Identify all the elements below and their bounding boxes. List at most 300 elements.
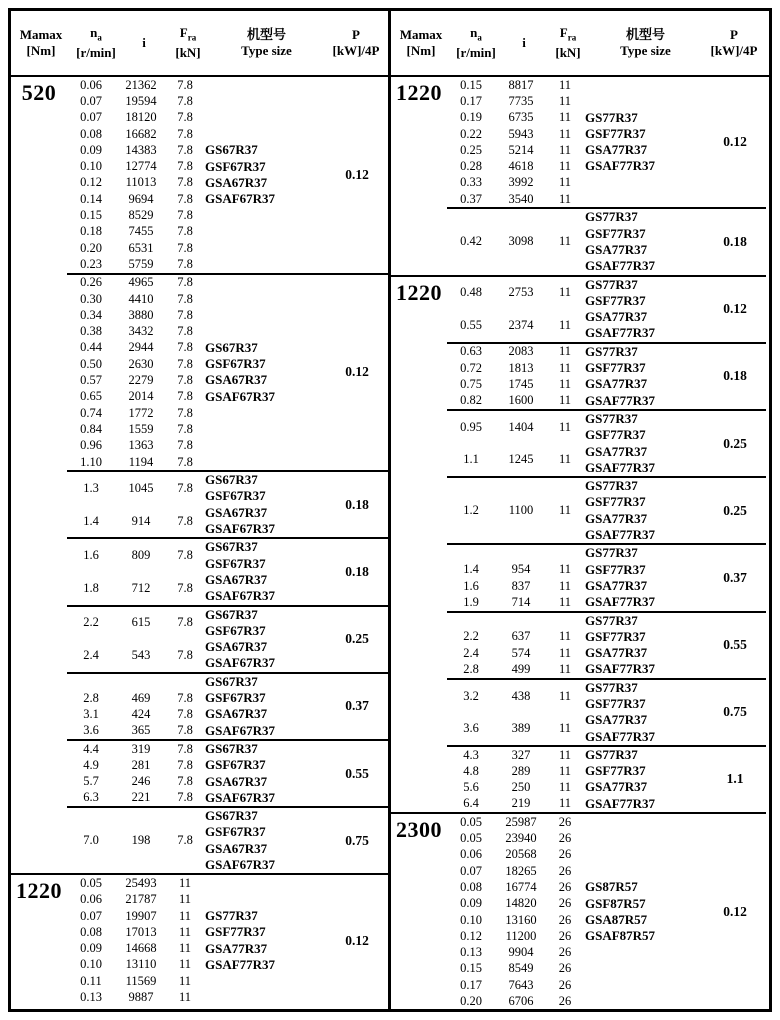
na-value: 6.4 bbox=[463, 796, 479, 811]
fra-value: 11 bbox=[558, 234, 572, 249]
header-main-line bbox=[324, 27, 388, 43]
na-value: 0.18 bbox=[80, 224, 102, 239]
header-main-line bbox=[451, 25, 501, 46]
table-row bbox=[67, 790, 203, 806]
table-row bbox=[447, 93, 583, 109]
i-value: 712 bbox=[131, 580, 151, 595]
fra-value: 11 bbox=[558, 562, 572, 577]
data-rows bbox=[447, 209, 583, 274]
type-size-value: GSF67R37 bbox=[205, 356, 266, 372]
header-label: Mamax bbox=[399, 27, 443, 42]
fra-value: 7.8 bbox=[177, 690, 193, 705]
na-value: 5.6 bbox=[463, 780, 479, 795]
power-value: 0.12 bbox=[345, 364, 369, 380]
na-value: 0.38 bbox=[80, 324, 102, 339]
group-blocks bbox=[67, 875, 388, 1009]
data-rows bbox=[447, 814, 583, 1010]
spec-block bbox=[67, 537, 388, 604]
data-rows bbox=[67, 741, 203, 806]
i-value: 13160 bbox=[505, 912, 537, 927]
type-size-value: GSA67R37 bbox=[205, 571, 268, 587]
na-value: 0.48 bbox=[460, 285, 482, 300]
type-size-list bbox=[203, 77, 326, 273]
spec-block bbox=[447, 77, 766, 207]
i-value: 499 bbox=[511, 662, 531, 677]
mamax-value: 1220 bbox=[396, 80, 442, 105]
mamax-value: 1220 bbox=[396, 279, 442, 305]
type-size-value: GSF87R57 bbox=[585, 895, 646, 911]
na-value: 0.08 bbox=[80, 126, 102, 141]
type-size-value: GSA77R37 bbox=[205, 940, 268, 956]
header-half bbox=[11, 11, 388, 75]
header-label: Mamax bbox=[19, 27, 63, 42]
type-size-list bbox=[583, 209, 704, 274]
header-cell-na bbox=[71, 25, 121, 62]
fra-value: 7.8 bbox=[177, 324, 193, 339]
fra-value: 11 bbox=[178, 941, 192, 956]
table-row bbox=[447, 629, 583, 645]
i-value: 1559 bbox=[128, 421, 154, 436]
na-value: 0.84 bbox=[80, 421, 102, 436]
mamax-cell bbox=[391, 814, 447, 1010]
fra-value: 7.8 bbox=[177, 647, 193, 662]
data-rows bbox=[67, 77, 203, 273]
type-size-value: GSA67R37 bbox=[205, 773, 268, 789]
type-size-list bbox=[203, 875, 326, 1005]
mamax-cell bbox=[391, 77, 447, 275]
i-value: 4410 bbox=[128, 291, 154, 306]
header-cell-power bbox=[324, 27, 388, 59]
header-main-line bbox=[11, 27, 71, 43]
fra-value: 11 bbox=[558, 175, 572, 190]
header-subscript: ra bbox=[567, 32, 577, 43]
table-row bbox=[67, 924, 203, 940]
table-header bbox=[11, 11, 769, 77]
data-rows bbox=[447, 478, 583, 543]
i-value: 4965 bbox=[128, 275, 154, 290]
fra-value: 7.8 bbox=[177, 513, 193, 528]
na-value: 4.9 bbox=[83, 757, 99, 772]
na-value: 0.15 bbox=[80, 208, 102, 223]
spec-block bbox=[67, 806, 388, 873]
type-size-value: GSAF77R37 bbox=[585, 795, 656, 811]
fra-value: 11 bbox=[558, 503, 572, 518]
fra-value: 7.8 bbox=[177, 373, 193, 388]
na-value: 7.0 bbox=[83, 833, 99, 848]
fra-value: 11 bbox=[178, 973, 192, 988]
power-value: 0.18 bbox=[345, 496, 369, 512]
type-size-list bbox=[203, 607, 326, 672]
fra-value: 11 bbox=[558, 344, 572, 359]
power-cell bbox=[704, 478, 766, 543]
header-main-line bbox=[209, 27, 324, 43]
type-size-value: GSA77R37 bbox=[585, 309, 648, 325]
i-value: 12774 bbox=[125, 159, 157, 174]
header-main-line bbox=[547, 25, 589, 46]
na-value: 1.6 bbox=[83, 548, 99, 563]
mamax-value: 520 bbox=[21, 80, 57, 105]
header-main-line bbox=[167, 25, 209, 46]
type-size-value: GSA77R37 bbox=[585, 577, 648, 593]
fra-value: 11 bbox=[558, 747, 572, 762]
table-row bbox=[447, 285, 583, 300]
type-size-value: GSAF67R37 bbox=[205, 388, 276, 404]
fra-value: 26 bbox=[558, 814, 572, 829]
na-value: 0.96 bbox=[80, 438, 102, 453]
na-value: 4.8 bbox=[463, 763, 479, 778]
table-row bbox=[67, 110, 203, 126]
na-value: 1.6 bbox=[463, 578, 479, 593]
table-row bbox=[447, 110, 583, 126]
type-size-value: GS77R37 bbox=[585, 410, 638, 426]
fra-value: 26 bbox=[558, 977, 572, 992]
data-rows bbox=[447, 77, 583, 207]
fra-value: 7.8 bbox=[177, 741, 193, 756]
type-size-value: GSAF67R37 bbox=[205, 857, 276, 873]
i-value: 5943 bbox=[508, 126, 534, 141]
header-main-line bbox=[71, 25, 121, 46]
i-value: 1404 bbox=[508, 419, 534, 434]
type-size-value: GS77R37 bbox=[585, 276, 638, 292]
na-value: 0.10 bbox=[460, 912, 482, 927]
type-size-value: GS77R37 bbox=[585, 343, 638, 359]
i-value: 9694 bbox=[128, 191, 154, 206]
spec-block bbox=[67, 273, 388, 471]
table-row bbox=[447, 142, 583, 158]
header-label: n bbox=[470, 24, 478, 40]
power-cell bbox=[326, 741, 388, 806]
type-size-list bbox=[583, 613, 704, 678]
data-rows bbox=[67, 607, 203, 672]
table-row bbox=[447, 993, 583, 1009]
power-cell bbox=[704, 545, 766, 610]
fra-value: 7.8 bbox=[177, 126, 193, 141]
na-value: 1.4 bbox=[83, 513, 99, 528]
fra-value: 11 bbox=[558, 110, 572, 125]
table-row bbox=[67, 142, 203, 158]
table-row bbox=[447, 661, 583, 677]
type-size-value: GSA77R37 bbox=[585, 645, 648, 661]
fra-value: 11 bbox=[178, 875, 192, 890]
type-size-value: GSA77R37 bbox=[585, 241, 648, 257]
fra-value: 11 bbox=[558, 159, 572, 174]
table-row bbox=[447, 503, 583, 518]
fra-value: 7.8 bbox=[177, 389, 193, 404]
i-value: 389 bbox=[511, 721, 531, 736]
na-value: 0.25 bbox=[460, 142, 482, 157]
table-row bbox=[67, 875, 203, 891]
fra-value: 7.8 bbox=[177, 580, 193, 595]
header-main-line bbox=[589, 27, 702, 43]
na-value: 0.17 bbox=[460, 977, 482, 992]
type-size-value: GS77R37 bbox=[585, 545, 638, 561]
table-row bbox=[67, 892, 203, 908]
spec-block bbox=[447, 207, 766, 274]
table-row bbox=[67, 421, 203, 437]
mamax-group bbox=[391, 275, 766, 813]
na-value: 0.08 bbox=[80, 924, 102, 939]
header-subscript: a bbox=[97, 32, 102, 43]
na-value: 1.8 bbox=[83, 580, 99, 595]
type-size-value: GS77R37 bbox=[585, 746, 638, 762]
na-value: 0.50 bbox=[80, 356, 102, 371]
fra-value: 7.8 bbox=[177, 356, 193, 371]
na-value: 2.4 bbox=[83, 647, 99, 662]
mamax-cell bbox=[11, 77, 67, 873]
na-value: 1.2 bbox=[463, 503, 479, 518]
fra-value: 11 bbox=[558, 688, 572, 703]
header-cell-type-size bbox=[209, 27, 324, 59]
power-cell bbox=[704, 344, 766, 409]
header-half bbox=[388, 11, 766, 75]
header-cell-type-size bbox=[589, 27, 702, 59]
table-row bbox=[447, 830, 583, 846]
na-value: 0.06 bbox=[460, 847, 482, 862]
table-row bbox=[447, 344, 583, 360]
type-size-list bbox=[203, 275, 326, 471]
fra-value: 11 bbox=[558, 578, 572, 593]
table-row bbox=[67, 158, 203, 174]
fra-value: 11 bbox=[178, 908, 192, 923]
i-value: 1745 bbox=[508, 377, 534, 391]
type-size-value: GS77R37 bbox=[585, 209, 638, 225]
na-value: 0.06 bbox=[80, 77, 102, 92]
na-value: 0.07 bbox=[80, 93, 102, 108]
header-unit: [kN] bbox=[175, 45, 201, 61]
i-value: 1772 bbox=[128, 405, 154, 420]
na-value: 0.12 bbox=[460, 928, 482, 943]
table-row bbox=[67, 191, 203, 207]
i-value: 543 bbox=[131, 647, 151, 662]
fra-value: 11 bbox=[558, 126, 572, 141]
i-value: 20568 bbox=[505, 847, 537, 862]
fra-value: 26 bbox=[558, 879, 572, 894]
i-value: 637 bbox=[511, 629, 531, 644]
na-value: 0.63 bbox=[460, 344, 482, 359]
table-row bbox=[67, 323, 203, 339]
power-value: 0.12 bbox=[723, 301, 747, 317]
fra-value: 11 bbox=[558, 377, 572, 391]
na-value: 0.09 bbox=[80, 142, 102, 157]
header-subscript: a bbox=[477, 32, 482, 43]
header-cell-fra bbox=[547, 25, 589, 62]
spec-block bbox=[67, 672, 388, 739]
fra-value: 26 bbox=[558, 847, 572, 862]
i-value: 11013 bbox=[125, 175, 157, 190]
power-cell bbox=[704, 411, 766, 476]
fra-value: 7.8 bbox=[177, 256, 193, 271]
na-value: 0.11 bbox=[80, 973, 102, 988]
i-value: 837 bbox=[511, 578, 531, 593]
type-size-value: GS77R37 bbox=[585, 612, 638, 628]
na-value: 0.13 bbox=[460, 945, 482, 960]
na-value: 0.95 bbox=[460, 419, 482, 434]
type-size-value: GSA67R37 bbox=[205, 372, 268, 388]
fra-value: 7.8 bbox=[177, 307, 193, 322]
table-row bbox=[67, 648, 203, 663]
na-value: 0.05 bbox=[460, 814, 482, 829]
type-size-list bbox=[203, 741, 326, 806]
power-cell bbox=[326, 875, 388, 1005]
header-unit: [Nm] bbox=[26, 43, 56, 58]
i-value: 8529 bbox=[128, 208, 154, 223]
header-cell-mamax bbox=[391, 27, 451, 59]
i-value: 6735 bbox=[508, 110, 534, 125]
power-value: 0.55 bbox=[723, 637, 747, 653]
spec-block bbox=[447, 409, 766, 476]
table-row bbox=[447, 814, 583, 830]
table-row bbox=[447, 175, 583, 191]
na-value: 0.33 bbox=[460, 175, 482, 190]
i-value: 19907 bbox=[125, 908, 157, 923]
i-value: 2630 bbox=[128, 356, 154, 371]
type-size-value: GSAF67R37 bbox=[205, 191, 276, 207]
table-row bbox=[447, 393, 583, 409]
table-row bbox=[447, 721, 583, 736]
type-size-value: GS67R37 bbox=[205, 673, 258, 689]
i-value: 365 bbox=[131, 723, 151, 738]
table-body bbox=[11, 77, 769, 1009]
header-unit: [Nm] bbox=[406, 43, 436, 58]
header-main-line bbox=[501, 35, 547, 51]
power-cell bbox=[704, 680, 766, 745]
table-row bbox=[67, 126, 203, 142]
type-size-value: GSF77R37 bbox=[585, 561, 646, 577]
gearmotor-spec-table bbox=[8, 8, 772, 1012]
table-half-right bbox=[388, 77, 766, 1009]
type-size-value: GSAF77R37 bbox=[585, 527, 656, 543]
fra-value: 11 bbox=[558, 317, 572, 332]
header-main-line bbox=[121, 35, 167, 51]
type-size-value: GSF77R37 bbox=[585, 494, 646, 510]
type-size-value: GS67R37 bbox=[205, 740, 258, 756]
header-cell-fra bbox=[167, 25, 209, 62]
fra-value: 11 bbox=[558, 360, 572, 375]
fra-value: 11 bbox=[178, 924, 192, 939]
type-size-value: GSAF77R37 bbox=[585, 728, 656, 744]
type-size-value: GSAF77R37 bbox=[585, 258, 656, 274]
spec-block bbox=[67, 739, 388, 806]
na-value: 0.09 bbox=[460, 896, 482, 911]
table-half-left bbox=[11, 77, 388, 1009]
type-size-list bbox=[203, 808, 326, 873]
i-value: 3880 bbox=[128, 307, 154, 322]
type-size-value: GSF67R37 bbox=[205, 690, 266, 706]
na-value: 0.05 bbox=[460, 831, 482, 846]
fra-value: 11 bbox=[558, 393, 572, 408]
table-row bbox=[67, 774, 203, 790]
na-value: 0.07 bbox=[80, 908, 102, 923]
header-label: F bbox=[179, 24, 188, 40]
table-row bbox=[447, 961, 583, 977]
type-size-value: GSA67R37 bbox=[205, 639, 268, 655]
na-value: 0.12 bbox=[80, 175, 102, 190]
fra-value: 7.8 bbox=[177, 208, 193, 223]
table-row bbox=[447, 126, 583, 142]
type-size-value: GS87R57 bbox=[585, 879, 638, 895]
i-value: 319 bbox=[131, 741, 151, 756]
type-size-list bbox=[583, 680, 704, 745]
header-label: n bbox=[90, 24, 98, 40]
i-value: 1045 bbox=[128, 480, 154, 495]
na-value: 0.15 bbox=[460, 961, 482, 976]
fra-value: 11 bbox=[558, 452, 572, 467]
power-value: 0.12 bbox=[345, 932, 369, 948]
i-value: 327 bbox=[511, 747, 531, 762]
na-value: 0.13 bbox=[80, 990, 102, 1005]
fra-value: 11 bbox=[558, 763, 572, 778]
header-cell-i bbox=[501, 35, 547, 51]
type-size-list bbox=[583, 411, 704, 476]
type-size-value: GS67R37 bbox=[205, 472, 258, 488]
fra-value: 7.8 bbox=[177, 175, 193, 190]
na-value: 2.2 bbox=[463, 629, 479, 644]
na-value: 0.55 bbox=[460, 317, 482, 332]
fra-value: 7.8 bbox=[177, 421, 193, 436]
header-main-line bbox=[702, 27, 766, 43]
type-size-value: GSA77R37 bbox=[585, 779, 648, 795]
type-size-list bbox=[583, 344, 704, 409]
fra-value: 7.8 bbox=[177, 240, 193, 255]
i-value: 18265 bbox=[505, 863, 537, 878]
power-value: 0.18 bbox=[723, 233, 747, 249]
table-row bbox=[447, 779, 583, 795]
i-value: 424 bbox=[131, 706, 151, 721]
type-size-value: GS67R37 bbox=[205, 539, 258, 555]
spec-block bbox=[447, 476, 766, 543]
fra-value: 11 bbox=[558, 93, 572, 108]
i-value: 1813 bbox=[508, 360, 534, 375]
spec-block bbox=[447, 342, 766, 409]
i-value: 18120 bbox=[125, 110, 157, 125]
fra-value: 7.8 bbox=[177, 77, 193, 92]
i-value: 289 bbox=[511, 763, 531, 778]
i-value: 14668 bbox=[125, 941, 157, 956]
type-size-list bbox=[583, 814, 704, 1010]
i-value: 2279 bbox=[128, 373, 154, 388]
header-subscript: ra bbox=[187, 32, 197, 43]
power-cell bbox=[704, 277, 766, 342]
na-value: 3.2 bbox=[463, 688, 479, 703]
table-row bbox=[447, 234, 583, 249]
data-rows bbox=[447, 613, 583, 678]
na-value: 0.09 bbox=[80, 941, 102, 956]
i-value: 11200 bbox=[505, 928, 537, 943]
na-value: 4.3 bbox=[463, 747, 479, 762]
power-value: 0.25 bbox=[723, 502, 747, 518]
spec-block bbox=[447, 277, 766, 342]
i-value: 2374 bbox=[508, 317, 534, 332]
i-value: 7643 bbox=[508, 977, 534, 992]
na-value: 0.07 bbox=[460, 863, 482, 878]
mamax-group bbox=[11, 77, 388, 873]
na-value: 1.9 bbox=[463, 594, 479, 609]
type-size-value: GSAF67R37 bbox=[205, 588, 276, 604]
na-value: 2.8 bbox=[463, 662, 479, 677]
i-value: 8549 bbox=[508, 961, 534, 976]
table-row bbox=[67, 908, 203, 924]
fra-value: 7.8 bbox=[177, 480, 193, 495]
table-row bbox=[67, 275, 203, 291]
table-row bbox=[67, 957, 203, 973]
type-size-value: GS77R37 bbox=[205, 907, 258, 923]
type-size-list bbox=[583, 545, 704, 610]
table-row bbox=[447, 689, 583, 704]
fra-value: 7.8 bbox=[177, 93, 193, 108]
fra-value: 11 bbox=[178, 990, 192, 1005]
i-value: 246 bbox=[131, 774, 151, 789]
i-value: 1600 bbox=[508, 393, 534, 408]
